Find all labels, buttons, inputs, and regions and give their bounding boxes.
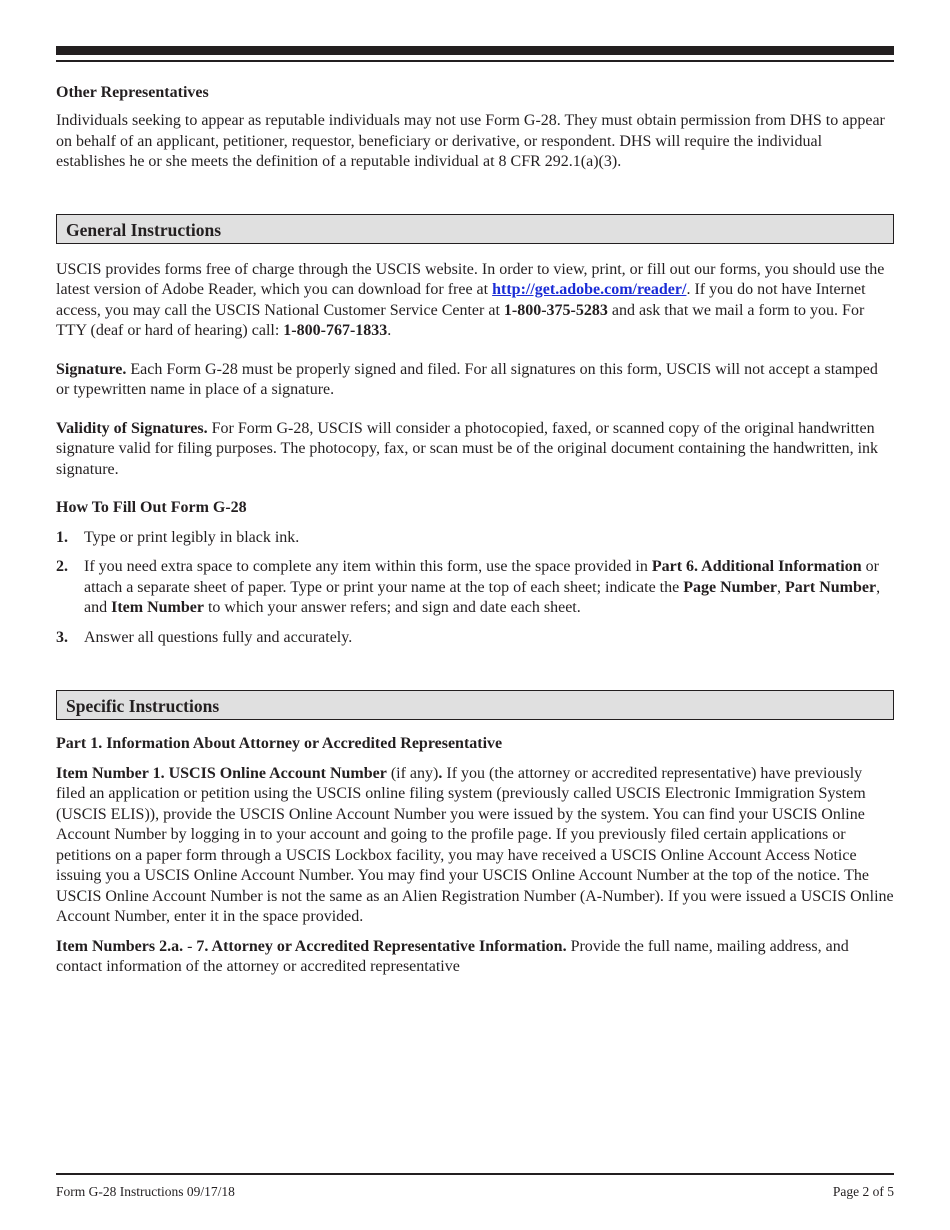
signature-label: Signature. xyxy=(56,360,127,378)
item-2-paragraph: Item Numbers 2.a. - 7. Attorney or Accredited Representative Information. Provide the full name, mailing address, and contact information of the attorney or accredited representative xyxy=(56,937,849,975)
general-instructions-paragraph: USCIS provides forms free of charge through the USCIS website. In order to view, print, or fill out our forms, you should use the latest version of Adobe Reader, which you can download for free at http://get.adobe.com/reader/. If you do not have Internet access, you may call the USCIS National Customer Service Center at 1-800-375-5283 and ask that we mail a form to you. For TTY (deaf or hard of hearing) call: 1-800-767-1833. xyxy=(56,260,885,339)
specific-instructions-header: Specific Instructions xyxy=(56,690,894,720)
validity-of-signatures-paragraph: Validity of Signatures. For Form G-28, USCIS will consider a photocopied, faxed, or scanned copy of the original handwritten signature valid for filing purposes. The photocopy, fax, or scan must be of the original document containing the handwritten, ink signature. xyxy=(56,419,879,478)
page-footer xyxy=(56,1173,894,1200)
list-item: 2. If you need extra space to complete any item within this form, use the space provided in Part 6. Additional Information or attach a separate sheet of paper. Type or print your name at the top of each sheet; indicate the Page Number, Part Number, and Item Number to which your answer refers; and sign and date each sheet. xyxy=(56,558,881,616)
list-item: 1. Type or print legibly in black ink. xyxy=(56,528,300,546)
tty-phone: 1-800-767-1833 xyxy=(283,322,388,339)
footer-rule xyxy=(56,1173,894,1175)
other-representatives-text: Individuals seeking to appear as reputable individuals may not use Form G-28. They must obtain permission from DHS to appear on behalf of an applicant, petitioner, requestor, beneficiary or derivative, or respondent. DHS will require the individual establishes he or she meets the definition of a reputable individual at 8 CFR 292.1(a)(3). xyxy=(56,112,885,170)
list-item: 3. Answer all questions fully and accurately. xyxy=(56,628,353,646)
part1-heading: Part 1. Information About Attorney or Accredited Representative xyxy=(56,735,503,752)
adobe-reader-link[interactable]: http://get.adobe.com/reader/ xyxy=(492,281,687,298)
how-to-fill-out-heading: How To Fill Out Form G-28 xyxy=(56,499,247,516)
signature-paragraph: Signature. Each Form G-28 must be properly signed and filed. For all signatures on this form, USCIS will not accept a stamped or typewritten name in place of a signature. xyxy=(56,360,878,398)
validity-label: Validity of Signatures. xyxy=(56,419,208,437)
other-representatives-heading: Other Representatives xyxy=(56,83,209,101)
general-instructions-header: General Instructions xyxy=(56,214,894,244)
item-1-label: Item Number 1. USCIS Online Account Number xyxy=(56,764,387,782)
header-rule-thick xyxy=(56,46,894,55)
page-content xyxy=(56,46,894,978)
instruction-steps xyxy=(56,528,894,649)
item-1-paragraph: Item Number 1. USCIS Online Account Number (if any). If you (the attorney or accredited representative) have previously filed an application or petition using the USCIS online filing system (previously called USCIS Electronic Immigration System (USCIS ELIS)), provide the USCIS Online Account Number you were issued by the system. You can find your USCIS Online Account Number by logging in to your account and going to the profile page. If you previously filed certain applications or petitions on a paper form through a USCIS Lockbox facility, you may have received a USCIS Online Account Access Notice issuing you a USCIS Online Account Number. You may find your USCIS Online Account Number at the top of the notice. The USCIS Online Account Number is not the same as an Alien Registration Number (A-Number). If you were issued a USCIS Online Account Number, enter it in the space provided. xyxy=(56,764,894,925)
footer-page-number: Page 2 of 5 xyxy=(832,1183,894,1199)
header-rule-thin xyxy=(56,60,894,62)
item-2-label: Item Numbers 2.a. xyxy=(56,937,184,955)
customer-service-phone: 1-800-375-5283 xyxy=(503,301,608,319)
footer-form-id: Form G-28 Instructions 09/17/18 xyxy=(56,1183,235,1199)
